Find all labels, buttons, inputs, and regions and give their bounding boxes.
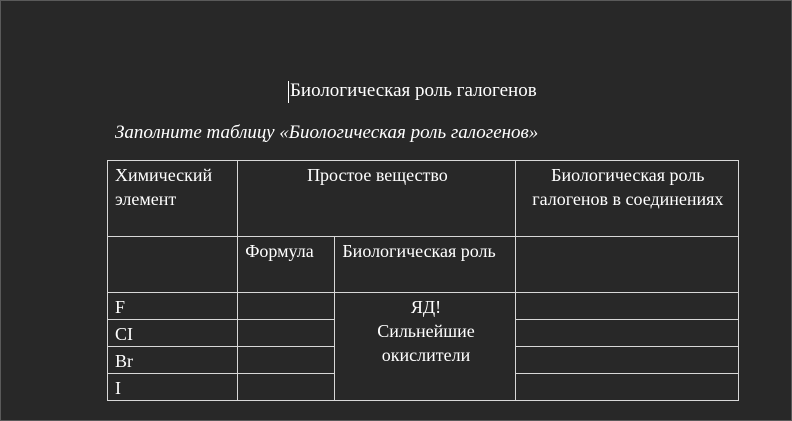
- header-bio-role-cell[interactable]: Биологическая роль: [335, 237, 515, 293]
- merged-bio-role-cell[interactable]: [335, 293, 515, 401]
- compound-role-cell[interactable]: [515, 347, 738, 374]
- formula-cell[interactable]: [238, 347, 335, 374]
- compound-role-cell[interactable]: [515, 374, 738, 401]
- table-row: [108, 293, 739, 320]
- compound-role-cell[interactable]: [515, 320, 738, 347]
- element-cell[interactable]: F: [108, 293, 238, 320]
- text-cursor: [288, 81, 289, 103]
- table-subheader-row: [108, 237, 739, 293]
- header-formula-cell[interactable]: Формула: [238, 237, 335, 293]
- header-element-cell[interactable]: Химический элемент: [108, 161, 238, 237]
- table-header-row: [108, 161, 739, 237]
- element-cell[interactable]: CI: [108, 320, 238, 347]
- header-simple-substance-cell[interactable]: Простое вещество: [238, 161, 515, 237]
- element-cell[interactable]: Br: [108, 347, 238, 374]
- halogens-table: [107, 160, 739, 401]
- subheader-empty-cell-right[interactable]: [515, 237, 738, 293]
- bio-role-line: окислители: [381, 345, 471, 365]
- compound-role-cell[interactable]: [515, 293, 738, 320]
- element-cell[interactable]: I: [108, 374, 238, 401]
- instruction-text[interactable]: Заполните таблицу «Биологическая роль галогенов»: [115, 122, 539, 143]
- bio-role-line: ЯД!: [410, 297, 442, 317]
- document-title[interactable]: Биологическая роль галогенов: [290, 80, 537, 101]
- formula-cell[interactable]: [238, 320, 335, 347]
- subheader-empty-cell[interactable]: [108, 237, 238, 293]
- formula-cell[interactable]: [238, 293, 335, 320]
- bio-role-line: Сильнейшие: [377, 321, 475, 341]
- header-bio-role-compounds-cell[interactable]: Биологическая роль галогенов в соединениях: [515, 161, 738, 237]
- formula-cell[interactable]: [238, 374, 335, 401]
